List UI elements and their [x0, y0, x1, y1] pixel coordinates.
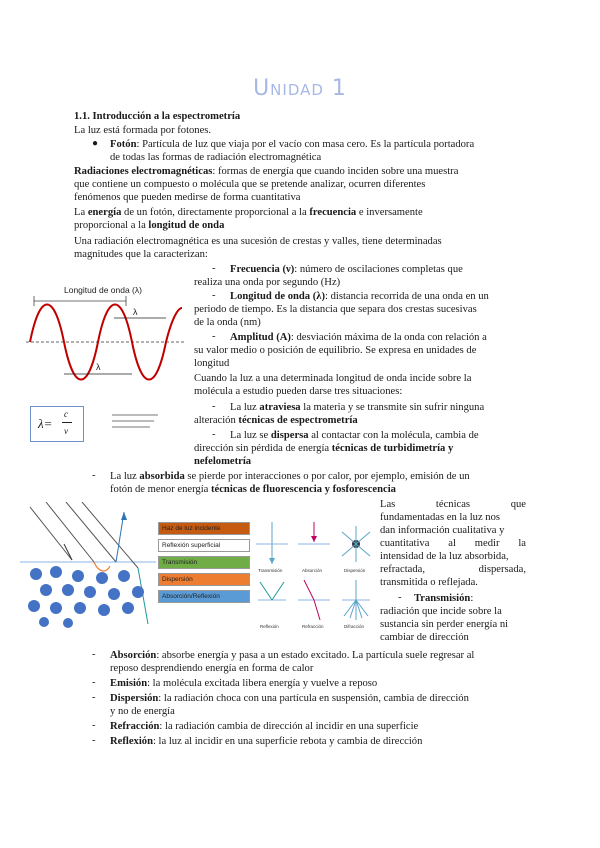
- tecnicas-line6: refractada, dispersada,: [380, 564, 526, 575]
- dispersa-line3: nefelometría: [194, 456, 252, 467]
- dash: -: [92, 649, 96, 660]
- dash: -: [92, 677, 96, 688]
- dispersa-line2: dirección sin pérdida de energía técnicas de turbidimetría y: [194, 443, 454, 454]
- interaction-panels-figure: [252, 518, 376, 630]
- transmision-line2: radiación que incide sobre la: [380, 606, 502, 617]
- amplitud-line3: longitud: [194, 358, 230, 369]
- energia-line1: La energía de un fotón, directamente proporcional a la frecuencia e inversamente: [74, 207, 423, 218]
- cuando-line2: molécula a estudio pueden darse tres situaciones:: [194, 386, 403, 397]
- transmision-line4: cambiar de dirección: [380, 632, 469, 643]
- cuando-line1: Cuando la luz a una determinada longitud de onda incide sobre la: [194, 373, 472, 384]
- transmision-line1: Transmisión:: [414, 593, 474, 604]
- wave-label: Longitud de onda (λ): [64, 285, 142, 295]
- tecnicas-line7: transmitida o reflejada.: [380, 577, 478, 588]
- tiny-caption: [112, 420, 154, 422]
- absorbida-line1: La luz absorbida se pierde por interacciones o por calor, por ejemplo, emisión de un: [110, 471, 470, 482]
- dash: -: [212, 290, 216, 301]
- formula-num: c: [64, 409, 68, 419]
- formula-bar: [62, 422, 72, 423]
- longitud-line2: periodo de tiempo. Es la distancia que separa dos crestas sucesivas: [194, 304, 477, 315]
- tiny-caption: [112, 426, 150, 428]
- legend-item: Reflexión superficial: [158, 539, 250, 552]
- foton-line1: Fotón: Partícula de luz que viaja por el vacío con masa cero. Es la partícula portadora: [110, 139, 475, 150]
- emision-line1: Emisión: la molécula excitada libera energía y vuelve a reposo: [110, 678, 378, 689]
- wave-figure: [26, 278, 186, 388]
- dash: -: [92, 470, 96, 481]
- panel-label: Reflexión: [260, 624, 279, 629]
- atraviesa-line1: La luz atraviesa la materia y se transmite sin sufrir ninguna: [230, 402, 485, 413]
- absorcion-line2: reposo desprendiendo energía en forma de calor: [110, 663, 314, 674]
- light-particles-figure: [20, 502, 156, 630]
- legend: [158, 522, 250, 607]
- transmision-line3: sustancia sin perder energía ni: [380, 619, 509, 630]
- bullet-dot: ●: [92, 138, 99, 149]
- refraccion-line1: Refracción: la radiación cambia de dirección al incidir en una superficie: [110, 721, 419, 732]
- intro-text: La luz está formada por fotones.: [74, 125, 212, 136]
- tecnicas-line3: dan información cualitativa y: [380, 525, 505, 536]
- foton-line2: de todas las formas de radiación electromagnética: [110, 152, 322, 163]
- tecnicas-line2: fundamentadas en la luz nos: [380, 512, 501, 523]
- energia-line2: proporcional a la longitud de onda: [74, 220, 225, 231]
- panel-label: Dispersión: [344, 568, 366, 573]
- panel-label: Transmisión: [258, 568, 283, 573]
- dash: -: [92, 735, 96, 746]
- panel-label: Refracción: [302, 624, 324, 629]
- dash: -: [212, 331, 216, 342]
- longitud-line3: de la onda (nm): [194, 317, 261, 328]
- absorbida-line2: fotón de menor energía técnicas de fluorescencia y fosforescencia: [110, 484, 396, 495]
- dash: -: [212, 263, 216, 274]
- legend-item: Dispersión: [158, 573, 250, 586]
- reflexion-line1: Reflexión: la luz al incidir en una superficie rebota y cambia de dirección: [110, 736, 423, 747]
- tiny-caption: [112, 414, 158, 416]
- rad-line1: Radiaciones electromagnéticas: formas de energía que cuando inciden sobre una muestra: [74, 166, 459, 177]
- rad-line2: que contiene un compuesto o molécula que se pretende analizar, ocurren diferentes: [74, 179, 426, 190]
- formula-lhs: λ=: [38, 416, 53, 431]
- dash: -: [92, 692, 96, 703]
- lambda-label-bottom: λ: [96, 362, 101, 372]
- lambda-label-top: λ: [133, 307, 138, 317]
- sucesion-line2: magnitudes que la caracterizan:: [74, 249, 208, 260]
- dash: -: [212, 401, 216, 412]
- formula-den: ν: [64, 426, 68, 436]
- panel-label: Absorción: [302, 568, 323, 573]
- legend-item: Haz de luz incidente: [158, 522, 250, 535]
- dispersion-line2: y no de energía: [110, 706, 175, 717]
- atraviesa-line2: alteración técnicas de espectrometría: [194, 415, 358, 426]
- amplitud-line2: su valor medio o posición de equilibrio. Se expresa en unidades de: [194, 345, 477, 356]
- sucesion-line1: Una radiación electromagnética es una sucesión de crestas y valles, tiene determinadas: [74, 236, 442, 247]
- dispersion-line1: Dispersión: la radiación choca con una partícula en suspensión, cambia de dirección: [110, 693, 469, 704]
- rad-line3: fenómenos que pueden medirse de forma cuantitativa: [74, 192, 301, 203]
- tecnicas-line4: cuantitativa al medir la: [380, 538, 526, 549]
- longitud-line1: Longitud de onda (λ): distancia recorrida de una onda en un: [230, 291, 489, 302]
- dash: -: [212, 429, 216, 440]
- frecuencia-line2: realiza una onda por segundo (Hz): [194, 277, 341, 288]
- legend-item: Absorción/Reflexión: [158, 590, 250, 603]
- dash: -: [398, 592, 402, 603]
- tecnicas-line5: intensidad de la luz absorbida,: [380, 551, 509, 562]
- panel-label: Difracción: [344, 624, 365, 629]
- absorcion-line1: Absorción: absorbe energía y pasa a un estado excitado. La partícula suele regresar al: [110, 650, 475, 661]
- frecuencia-line1: Frecuencia (ν): número de oscilaciones completas que: [230, 264, 463, 275]
- section-heading: 1.1. Introducción a la espectrometría: [74, 111, 241, 122]
- tecnicas-line1: Las técnicas que: [380, 499, 526, 510]
- dash: -: [92, 720, 96, 731]
- dispersa-line1: La luz se dispersa al contactar con la molécula, cambia de: [230, 430, 479, 441]
- page-title: Unidad 1: [253, 76, 347, 101]
- legend-item: Transmisión: [158, 556, 250, 569]
- amplitud-line1: Amplitud (A): desviación máxima de la onda con relación a: [230, 332, 487, 343]
